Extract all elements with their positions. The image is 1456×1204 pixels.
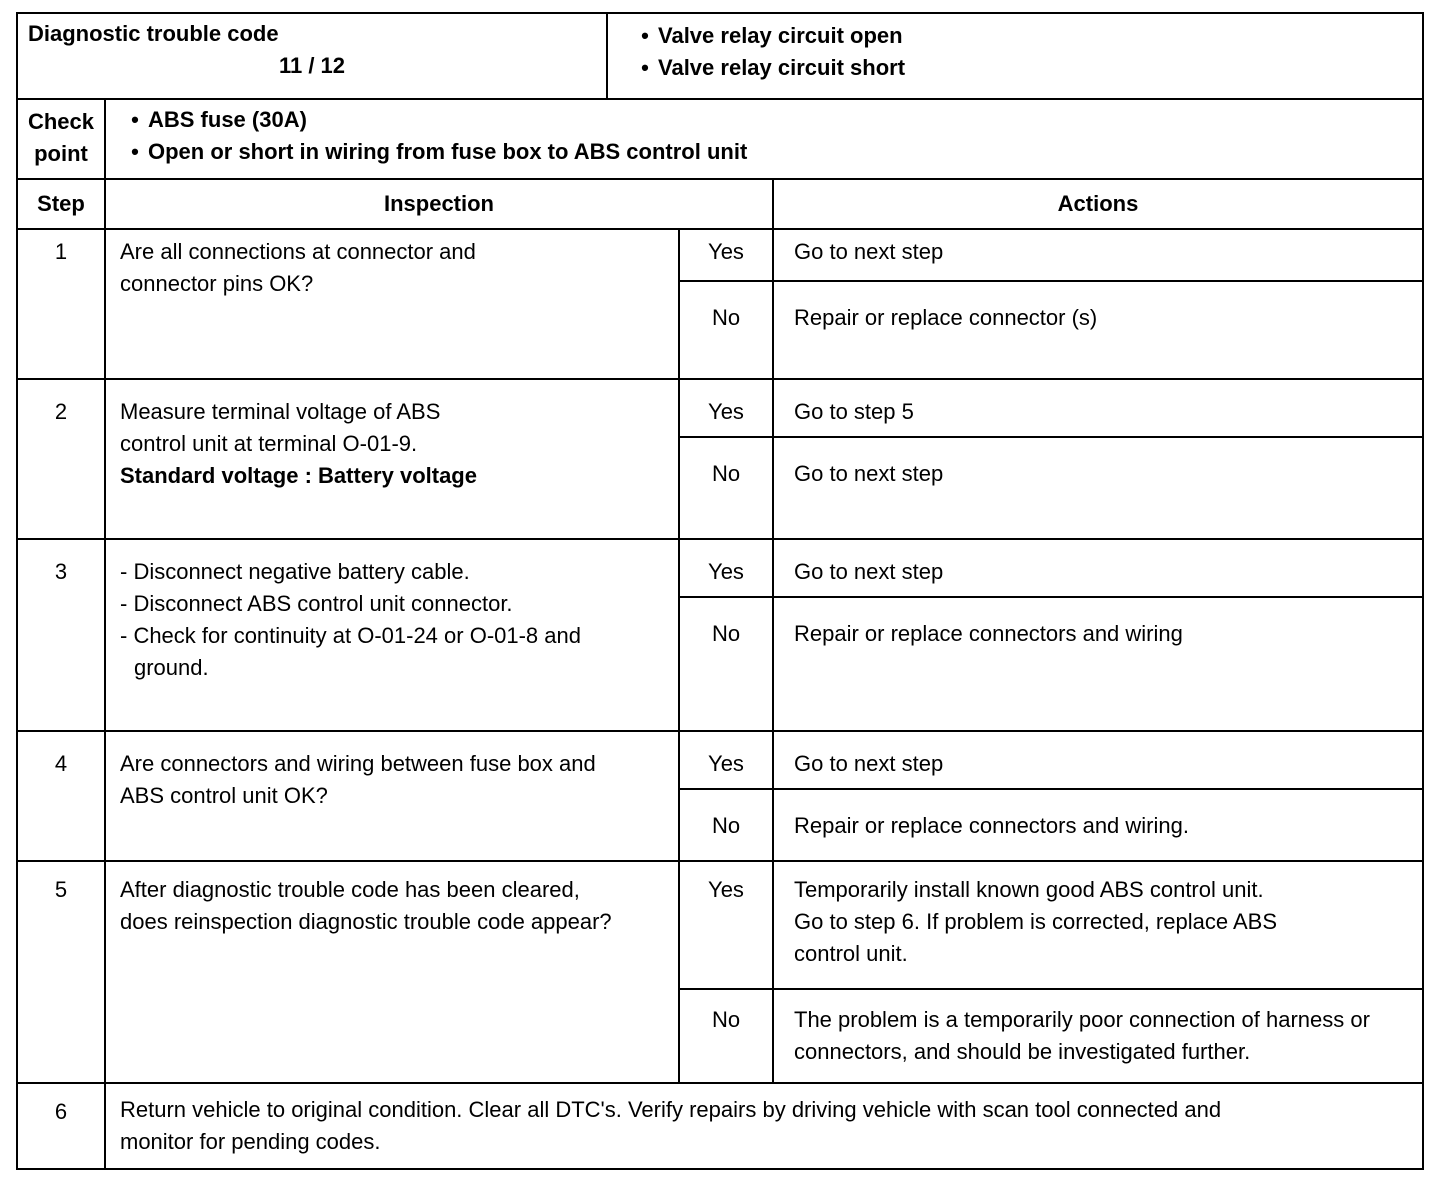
no-label: No bbox=[679, 281, 773, 379]
no-label: No bbox=[679, 437, 773, 539]
no-action: Repair or replace connector (s) bbox=[773, 281, 1423, 379]
no-label: No bbox=[679, 989, 773, 1083]
step-number: 6 bbox=[17, 1083, 105, 1169]
yes-label: Yes bbox=[679, 731, 773, 789]
table-row bbox=[17, 1083, 1423, 1169]
yes-label: Yes bbox=[679, 539, 773, 597]
inspection-cell: After diagnostic trouble code has been cleared, does reinspection diagnostic trouble code appear? bbox=[105, 861, 679, 1083]
table-row bbox=[17, 861, 1423, 989]
inspection-cell: Are connectors and wiring between fuse box and ABS control unit OK? bbox=[105, 731, 679, 861]
yes-label: Yes bbox=[679, 229, 773, 281]
no-action: Go to next step bbox=[773, 437, 1423, 539]
column-header-inspection: Inspection bbox=[105, 179, 773, 229]
table-row bbox=[17, 379, 1423, 437]
step-number: 1 bbox=[17, 229, 105, 379]
diagnostic-sheet bbox=[16, 12, 1424, 1170]
yes-label: Yes bbox=[679, 861, 773, 989]
column-header-actions: Actions bbox=[773, 179, 1423, 229]
no-action: Repair or replace connectors and wiring. bbox=[773, 789, 1423, 861]
no-action: Repair or replace connectors and wiring bbox=[773, 597, 1423, 731]
condition-item: • Valve relay circuit short bbox=[632, 52, 1398, 84]
no-label: No bbox=[679, 597, 773, 731]
dtc-code: 11 / 12 bbox=[278, 53, 346, 78]
dtc-conditions-cell bbox=[607, 13, 1423, 99]
dtc-header-cell bbox=[17, 13, 607, 99]
table-row bbox=[17, 539, 1423, 597]
yes-label: Yes bbox=[679, 379, 773, 437]
yes-action: Go to next step bbox=[773, 731, 1423, 789]
yes-action: Temporarily install known good ABS control unit. Go to step 6. If problem is corrected, replace ABS control unit. bbox=[773, 861, 1423, 989]
inspection-cell: Are all connections at connector and connector pins OK? bbox=[105, 229, 679, 379]
check-point-items bbox=[105, 99, 1423, 179]
check-point-label: Check point bbox=[17, 99, 105, 179]
step-number: 2 bbox=[17, 379, 105, 539]
check-point-item: • Open or short in wiring from fuse box to ABS control unit bbox=[122, 136, 1406, 168]
dtc-header-table bbox=[16, 12, 1424, 100]
step-number: 3 bbox=[17, 539, 105, 731]
final-step-text: Return vehicle to original condition. Clear all DTC's. Verify repairs by driving vehicle with scan tool connected and monitor for pending codes. bbox=[105, 1083, 1423, 1169]
table-row bbox=[17, 731, 1423, 789]
step-number: 5 bbox=[17, 861, 105, 1083]
inspection-cell: - Disconnect negative battery cable. - Disconnect ABS control unit connector. - Check for continuity at O-01-24 or O-01-8 and ground. bbox=[105, 539, 679, 731]
yes-action: Go to step 5 bbox=[773, 379, 1423, 437]
no-label: No bbox=[679, 789, 773, 861]
column-header-step: Step bbox=[17, 179, 105, 229]
inspection-cell: Measure terminal voltage of ABS control unit at terminal O-01-9. Standard voltage : Battery voltage bbox=[105, 379, 679, 539]
check-point-item: • ABS fuse (30A) bbox=[122, 104, 1406, 136]
yes-action: Go to next step bbox=[773, 229, 1423, 281]
yes-action: Go to next step bbox=[773, 539, 1423, 597]
inspection-table bbox=[16, 98, 1424, 1170]
step-number: 4 bbox=[17, 731, 105, 861]
no-action: The problem is a temporarily poor connection of harness or connectors, and should be investigated further. bbox=[773, 989, 1423, 1083]
condition-item: • Valve relay circuit open bbox=[632, 20, 1398, 52]
dtc-label: Diagnostic trouble code bbox=[28, 21, 279, 46]
table-row bbox=[17, 229, 1423, 281]
